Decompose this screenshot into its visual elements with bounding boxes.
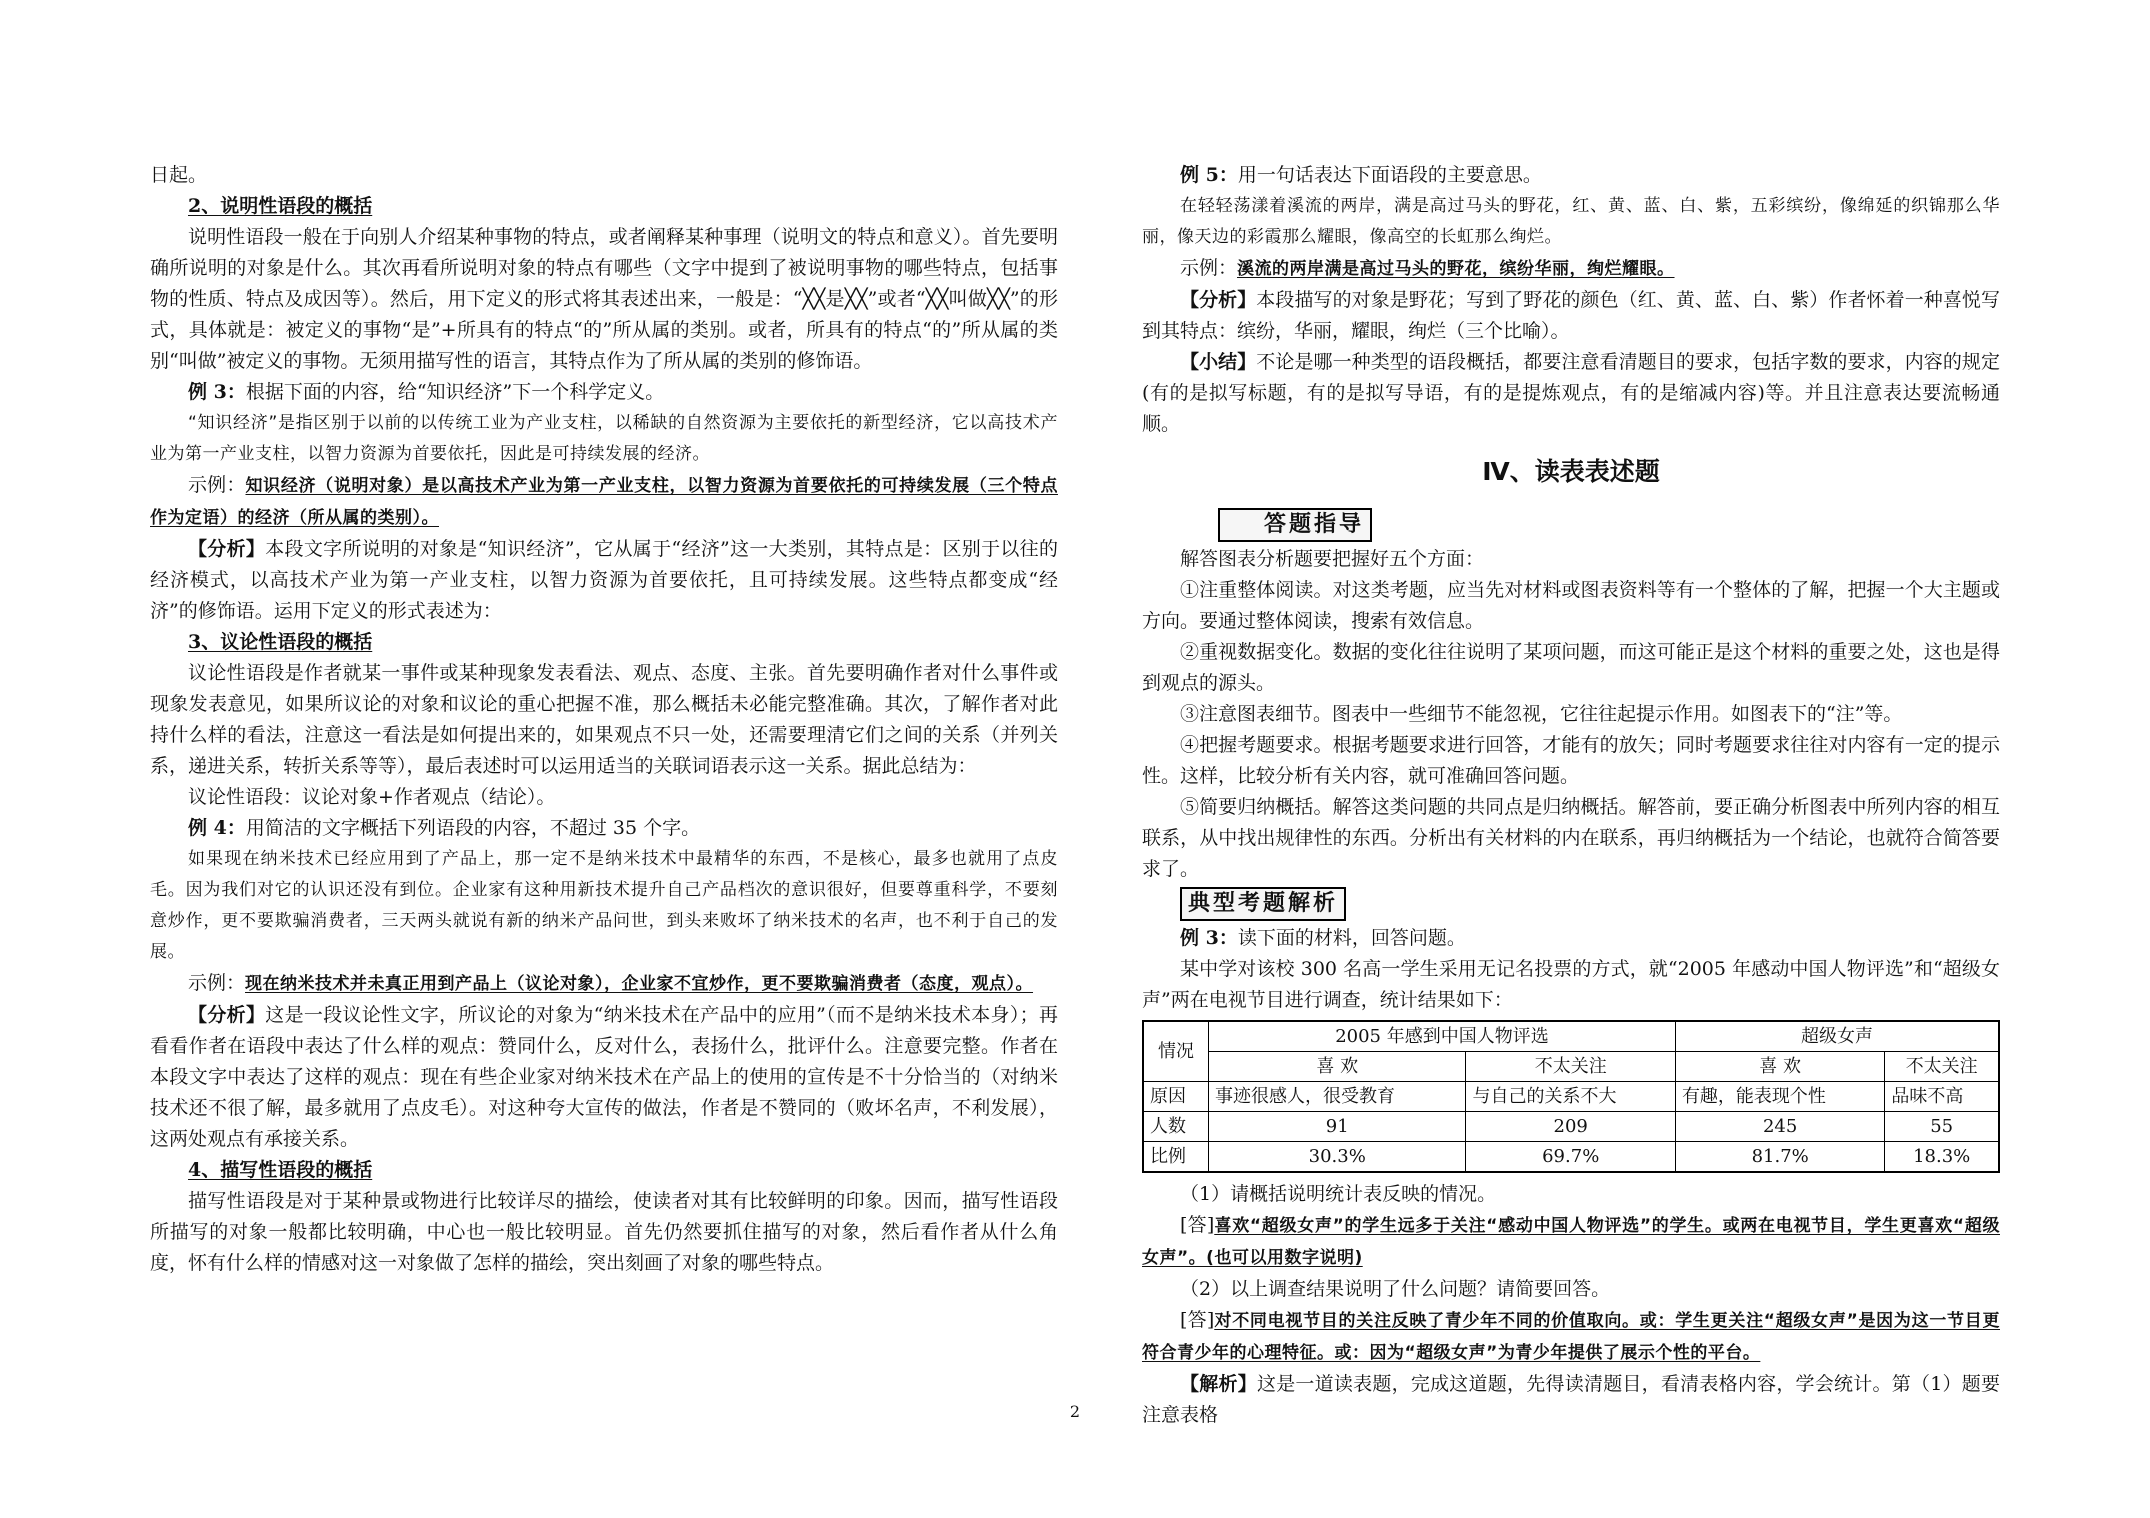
- heading-explanatory: 2、说明性语段的概括: [188, 195, 373, 217]
- paragraph-argumentative: 议论性语段是作者就某一事件或某种现象发表看法、观点、态度、主张。首先要明确作者对什么事件或现象发表意见，如果所议论的对象和议论的重心把握不准，那么概括未必能完整准确。其次，了解作者对此持什么样的看法，注意这一看法是如何提出来的，如果观点不只一处，还需要理清它们之间的关系（并列关系，递进关系，转折关系等等），最后表述时可以运用适当的关联词语表示这一关系。据此总结为：: [150, 662, 1058, 777]
- guide-heading-wrap: [1142, 506, 2000, 544]
- guide-point-1: ①注重整体阅读。对这类考题，应当先对材料或图表资料等有一个整体的了解，把握一个大主题或方向。要通过整体阅读，搜索有效信息。: [1142, 579, 2000, 632]
- guide-point-3: ③注意图表细节。图表中一些细节不能忽视，它往往起提示作用。如图表下的“注”等。: [1180, 703, 1903, 725]
- example-3-answer: 示例：知识经济（说明对象）是以高技术产业为第一产业支柱，以智力资源为首要依托的可持续发展（三个特点作为定语）的经济（所从属的类别）。: [150, 474, 1058, 528]
- paragraph-continued: 日起。: [150, 164, 208, 186]
- heading-descriptive: 4、描写性语段的概括: [188, 1159, 373, 1181]
- guide-heading: 答题指导: [1218, 508, 1372, 542]
- example-3-analysis: 【分析】本段文字所说明的对象是“知识经济”，它从属于“经济”这一大类别，其特点是：区别于以往的经济模式，以高技术产业为第一产业支柱，以智力资源为首要依托，且可持续发展。这些特点都变成“经济”的修饰语。运用下定义的形式表述为：: [150, 538, 1058, 622]
- example-3r-text: 某中学对该校 300 名高一学生采用无记名投票的方式，就“2005 年感动中国人物评选”和“超级女声”两在电视节目进行调查，统计结果如下：: [1142, 958, 2000, 1011]
- example-5-question: 例 5：用一句话表达下面语段的主要意思。: [1180, 164, 1542, 186]
- guide-point-5: ⑤简要归纳概括。解答这类问题的共同点是归纳概括。解答前，要正确分析图表中所列内容的相互联系，从中找出规律性的东西。分析出有关材料的内在联系，再归纳概括为一个结论，也就符合简答要求了。: [1142, 796, 2000, 880]
- analysis-heading: 典型考题解析: [1180, 887, 1346, 921]
- guide-point-2: ②重视数据变化。数据的变化往往说明了某项问题，而这可能正是这个材料的重要之处，这也是得到观点的源头。: [1142, 641, 2000, 694]
- example-4-question: 例 4：用简洁的文字概括下列语段的内容，不超过 35 个字。: [188, 817, 701, 839]
- table-cell: 245: [1675, 1112, 1884, 1142]
- table-row-label: 人数: [1143, 1112, 1209, 1142]
- table-row-label: 原因: [1143, 1082, 1209, 1112]
- example-3-text: “知识经济”是指区别于以前的以传统工业为产业支柱，以稀缺的自然资源为主要依托的新型经济，它以高技术产业为第一产业支柱，以智力资源为首要依托，因此是可持续发展的经济。: [150, 413, 1058, 464]
- table-cell: 81.7%: [1675, 1142, 1884, 1173]
- table-cell: 209: [1466, 1112, 1675, 1142]
- table-header-dislike1: 不太关注: [1466, 1052, 1675, 1082]
- paragraph-argumentative-formula: 议论性语段：议论对象+作者观点（结论）。: [188, 786, 556, 808]
- table-cell: 品味不高: [1885, 1082, 1999, 1112]
- question-1: （1）请概括说明统计表反映的情况。: [1180, 1183, 1497, 1205]
- right-column: [1142, 160, 2000, 1431]
- survey-table: [1142, 1020, 2000, 1173]
- table-cell: 18.3%: [1885, 1142, 1999, 1173]
- paragraph-explanatory: 说明性语段一般在于向别人介绍某种事物的特点，或者阐释某种事理（说明文的特点和意义）。首先要明确所说明的对象是什么。其次再看所说明对象的特点有哪些（文字中提到了被说明事物的哪些特点，包括事物的性质、特点及成因等）。然后，用下定义的形式将其表述出来，一般是：“╳╳是╳╳”或者“╳╳叫做╳╳”的形式，具体就是：被定义的事物“是”+所具有的特点“的”所从属的类别。或者，所具有的特点“的”所从属的类别“叫做”被定义的事物。无须用描写性的语言，其特点作为了所从属的类别的修饰语。: [150, 226, 1058, 372]
- paragraph-descriptive: 描写性语段是对于某种景或物进行比较详尽的描绘，使读者对其有比较鲜明的印象。因而，描写性语段所描写的对象一般都比较明确，中心也一般比较明显。首先仍然要抓住描写的对象，然后看作者从什么角度，怀有什么样的情感对这一对象做了怎样的描绘，突出刻画了对象的哪些特点。: [150, 1190, 1058, 1274]
- example-5-analysis: 【分析】本段描写的对象是野花；写到了野花的颜色（红、黄、蓝、白、紫）作者怀着一种喜悦写到其特点：缤纷，华丽，耀眼，绚烂（三个比喻）。: [1142, 289, 2000, 342]
- table-header-group1: 2005 年感到中国人物评选: [1209, 1021, 1676, 1052]
- summary: 【小结】不论是哪一种类型的语段概括，都要注意看清题目的要求，包括字数的要求，内容的规定(有的是拟写标题，有的是拟写导语，有的是提炼观点，有的是缩减内容)等。并且注意表达要流畅通顺。: [1142, 351, 2000, 435]
- example-3r-question: 例 3：读下面的材料，回答问题。: [1180, 927, 1466, 949]
- table-row: [1143, 1112, 1999, 1142]
- table-cell: 91: [1209, 1112, 1466, 1142]
- table-row: [1143, 1142, 1999, 1173]
- section-title: Ⅳ、读表表述题: [1482, 457, 1660, 486]
- example-4-answer: 示例：现在纳米技术并未真正用到产品上（议论对象），企业家不宜炒作，更不要欺骗消费者（态度，观点）。: [188, 972, 1034, 994]
- explanation: 【解析】这是一道读表题，完成这道题，先得读清题目，看清表格内容，学会统计。第（1）题要注意表格: [1142, 1373, 2000, 1426]
- analysis-heading-wrap: [1142, 885, 2000, 923]
- table-row-label: 比例: [1143, 1142, 1209, 1173]
- example-5-answer: 示例：溪流的两岸满是高过马头的野花，缤纷华丽，绚烂耀眼。: [1180, 257, 1675, 279]
- left-column: [150, 160, 1058, 1279]
- guide-point-4: ④把握考题要求。根据考题要求进行回答，才能有的放矢；同时考题要求往往对内容有一定的提示性。这样，比较分析有关内容，就可准确回答问题。: [1142, 734, 2000, 787]
- table-subheader-row: [1143, 1052, 1999, 1082]
- table-cell: 事迹很感人，很受教育: [1209, 1082, 1466, 1112]
- guide-intro: 解答图表分析题要把握好五个方面：: [1180, 548, 1485, 570]
- table-cell: 69.7%: [1466, 1142, 1675, 1173]
- table-header-situation: 情况: [1143, 1021, 1209, 1082]
- answer-2: [答]对不同电视节目的关注反映了青少年不同的价值取向。或：学生更关注“超级女声”是因为这一节目更符合青少年的心理特征。或：因为“超级女声”为青少年提供了展示个性的平台。: [1142, 1309, 2000, 1363]
- table-header-group2: 超级女声: [1675, 1021, 1999, 1052]
- example-4-text: 如果现在纳米技术已经应用到了产品上，那一定不是纳米技术中最精华的东西，不是核心，最多也就用了点皮毛。因为我们对它的认识还没有到位。企业家有这种用新技术提升自己产品档次的意识很好，但要尊重科学，不要刻意炒作，更不要欺骗消费者，三天两头就说有新的纳米产品问世，到头来败坏了纳米技术的名声，也不利于自己的发展。: [150, 849, 1058, 962]
- table-cell: 55: [1885, 1112, 1999, 1142]
- table-cell: 有趣，能表现个性: [1675, 1082, 1884, 1112]
- question-2: （2）以上调查结果说明了什么问题？请简要回答。: [1180, 1278, 1611, 1300]
- table-header-dislike2: 不太关注: [1885, 1052, 1999, 1082]
- table-header-row: [1143, 1021, 1999, 1052]
- table-cell: 30.3%: [1209, 1142, 1466, 1173]
- table-row: [1143, 1082, 1999, 1112]
- answer-1: [答]喜欢“超级女声”的学生远多于关注“感动中国人物评选”的学生。或两在电视节目，学生更喜欢“超级女声”。(也可以用数字说明): [1142, 1214, 2000, 1268]
- table-header-like1: 喜 欢: [1209, 1052, 1466, 1082]
- example-3-question: 例 3：根据下面的内容，给“知识经济”下一个科学定义。: [188, 381, 665, 403]
- table-cell: 与自己的关系不大: [1466, 1082, 1675, 1112]
- example-5-text: 在轻轻荡漾着溪流的两岸，满是高过马头的野花，红、黄、蓝、白、紫，五彩缤纷，像绵延的织锦那么华丽，像天边的彩霞那么耀眼，像高空的长虹那么绚烂。: [1142, 196, 2000, 247]
- example-4-analysis: 【分析】这是一段议论性文字，所议论的对象为“纳米技术在产品中的应用”（而不是纳米技术本身）；再看看作者在语段中表达了什么样的观点：赞同什么，反对什么，表扬什么，批评什么。注意要完整。作者在本段文字中表达了这样的观点：现在有些企业家对纳米技术在产品上的使用的宣传是不十分恰当的（对纳米技术还不很了解，最多就用了点皮毛）。对这种夸大宣传的做法，作者是不赞同的（败坏名声，不利发展），这两处观点有承接关系。: [150, 1004, 1058, 1150]
- heading-argumentative: 3、议论性语段的概括: [188, 631, 373, 653]
- page-number: 2: [1069, 1402, 1081, 1421]
- table-header-like2: 喜 欢: [1675, 1052, 1884, 1082]
